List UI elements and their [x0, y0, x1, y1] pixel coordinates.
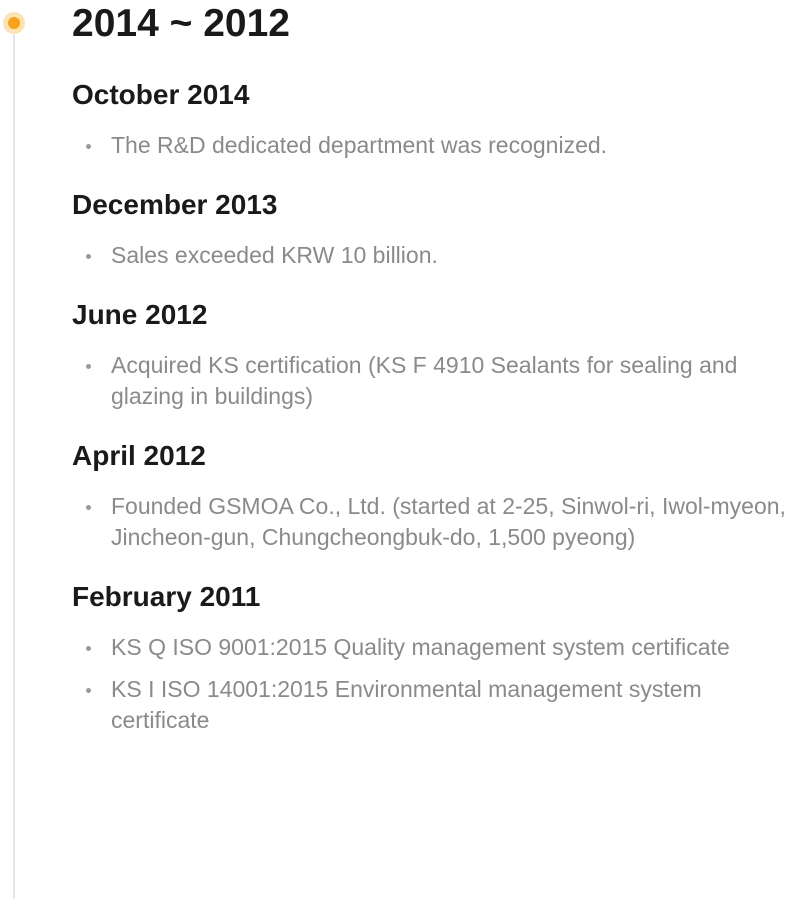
entry-date: June 2012: [72, 299, 208, 330]
entry-date: December 2013: [72, 189, 278, 220]
entry-list: [72, 491, 787, 553]
list-item: [72, 350, 787, 412]
list-item: [72, 491, 787, 553]
history-entry: [72, 298, 787, 412]
timeline-line: [13, 24, 15, 899]
history-entry: [72, 188, 787, 271]
entry-list: [72, 240, 787, 271]
timeline-marker-core: [8, 17, 20, 29]
item-text: KS Q ISO 9001:2015 Quality management system certificate: [111, 634, 730, 660]
bullet-icon: [86, 688, 91, 693]
bullet-icon: [86, 646, 91, 651]
entry-date: April 2012: [72, 440, 206, 471]
item-text: The R&D dedicated department was recognized.: [111, 132, 608, 158]
entry-list: [72, 350, 787, 412]
list-item: [72, 240, 787, 271]
item-text: Acquired KS certification (KS F 4910 Sealants for sealing and glazing in buildings): [111, 352, 738, 409]
history-content: [72, 0, 787, 736]
bullet-icon: [86, 364, 91, 369]
history-entry: [72, 580, 787, 736]
entry-list: [72, 130, 787, 161]
entry-date: February 2011: [72, 581, 261, 612]
timeline-marker-dot: [3, 12, 25, 34]
bullet-icon: [86, 505, 91, 510]
list-item: [72, 632, 787, 663]
entry-list: [72, 632, 787, 736]
bullet-icon: [86, 144, 91, 149]
history-entry: [72, 78, 787, 161]
history-entry: [72, 439, 787, 553]
list-item: [72, 674, 787, 736]
item-text: Sales exceeded KRW 10 billion.: [111, 242, 438, 268]
item-text: KS I ISO 14001:2015 Environmental management system certificate: [111, 676, 702, 733]
item-text: Founded GSMOA Co., Ltd. (started at 2-25, Sinwol-ri, Iwol-myeon, Jincheon-gun, Chungcheongbuk-do, 1,500 pyeong): [111, 493, 786, 550]
entry-date: October 2014: [72, 79, 250, 110]
bullet-icon: [86, 254, 91, 259]
list-item: [72, 130, 787, 161]
period-title: 2014 ~ 2012: [72, 2, 290, 45]
